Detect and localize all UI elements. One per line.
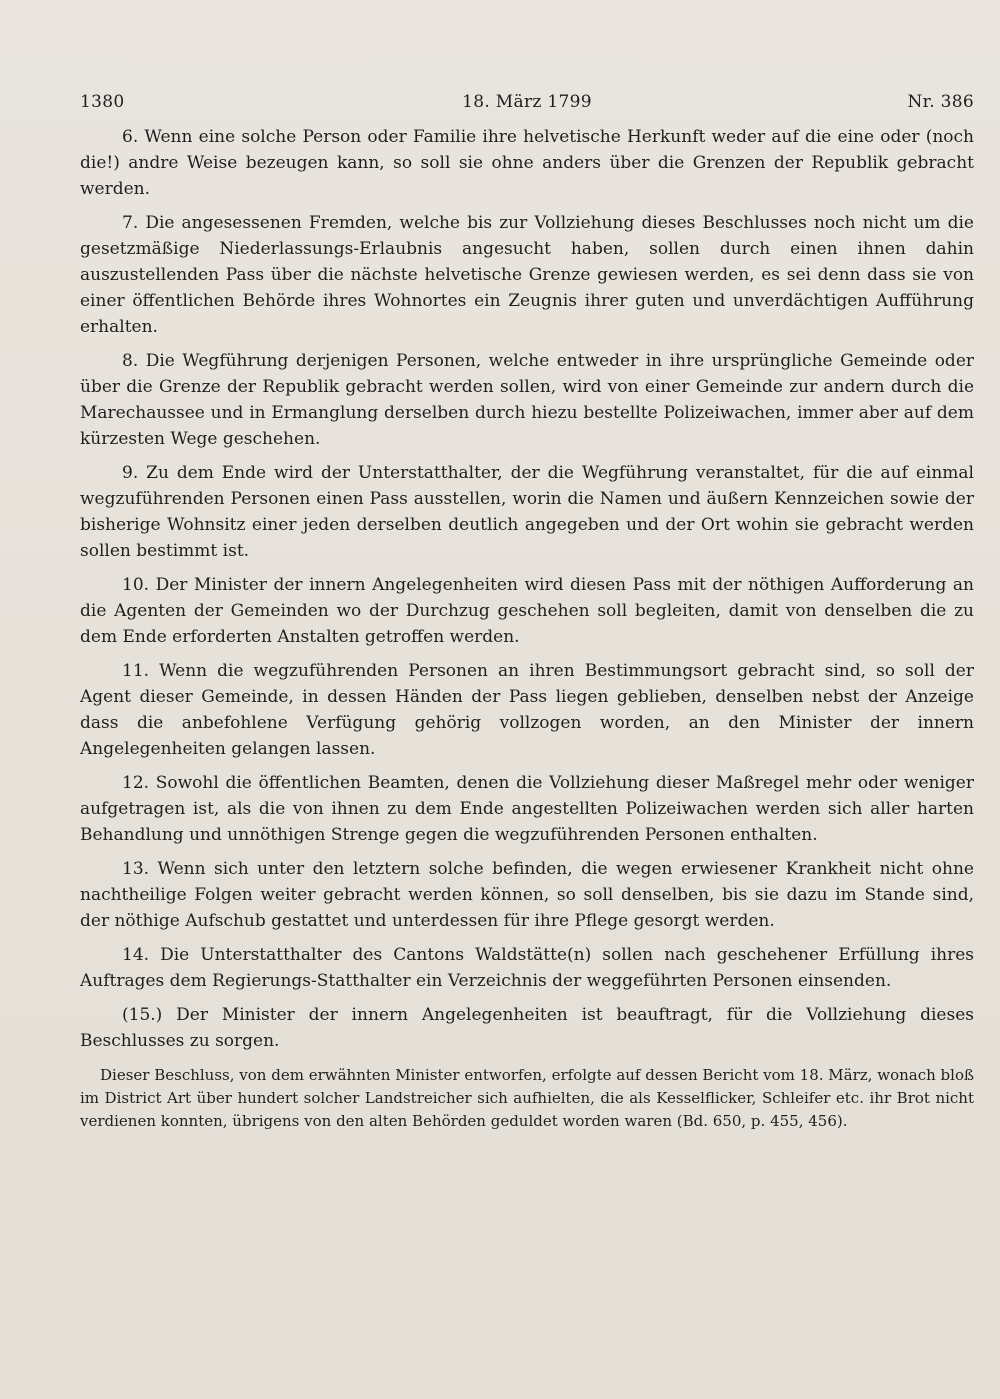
paragraph-10: 10. Der Minister der innern Angelegenheiten wird diesen Pass mit der nöthigen Aufforderung an die Agenten der Gemeinden wo der Durchzug geschehen soll begleiten, damit von denselben die zu dem Ende erforderten Anstalten getroffen werden. — [80, 575, 974, 647]
paragraph-13: 13. Wenn sich unter den letztern solche befinden, die wegen erwiesener Krankheit nicht ohne nachtheilige Folgen weiter gebracht werden können, so soll denselben, bis sie dazu im Stande sind, der nöthige Aufschub gestattet und unterdessen für ihre Pflege gesorgt werden. — [80, 859, 974, 931]
paragraph-12: 12. Sowohl die öffentlichen Beamten, denen die Vollziehung dieser Maßregel mehr oder weniger aufgetragen ist, als die von ihnen zu dem Ende angestellten Polizeiwachen werden sich aller harten Behandlung und unnöthigen Strenge gegen die wegzuführenden Personen enthalten. — [80, 773, 974, 845]
paragraph-8: 8. Die Wegführung derjenigen Personen, welche entweder in ihre ursprüngliche Gemeinde oder über die Grenze der Republik gebracht werden sollen, wird von einer Gemeinde zur andern durch die Marechaussee und in Ermanglung derselben durch hiezu bestellte Polizeiwachen, immer aber auf dem kürzesten Wege geschehen. — [80, 351, 974, 449]
paragraph-15: (15.) Der Minister der innern Angelegenheiten ist beauftragt, für die Vollziehung dieses Beschlusses zu sorgen. — [80, 1005, 974, 1051]
paragraph-11: 11. Wenn die wegzuführenden Personen an ihren Bestimmungsort gebracht sind, so soll der Agent dieser Gemeinde, in dessen Händen der Pass liegen geblieben, denselben nebst der Anzeige dass die anbefohlene Verfügung gehörig vollzogen worden, an den Minister der innern Angelegenheiten gelangen lassen. — [80, 661, 974, 759]
paragraph-6: 6. Wenn eine solche Person oder Familie ihre helvetische Herkunft weder auf die eine oder (noch die!) andre Weise bezeugen kann, so soll sie ohne anders über die Grenzen der Republik gebracht werden. — [80, 127, 974, 199]
paragraph-7: 7. Die angesessenen Fremden, welche bis zur Vollziehung dieses Beschlusses noch nicht um die gesetzmäßige Niederlassungs-Erlaubnis angesucht haben, sollen durch einen ihnen dahin auszustellenden Pass über die nächste helvetische Grenze gewiesen werden, es sei denn dass sie von einer öffentlichen Behörde ihres Wohnortes ein Zeugnis ihrer guten und unverdächtigen Aufführung erhalten. — [80, 213, 974, 337]
document-page — [80, 92, 974, 1148]
paragraph-9: 9. Zu dem Ende wird der Unterstatthalter, der die Wegführung veranstaltet, für die auf einmal wegzuführenden Personen einen Pass ausstellen, worin die Namen und äußern Kennzeichen sowie der bisherige Wohnsitz einer jeden derselben deutlich angegeben und der Ort wohin sie gebracht werden sollen bestimmt ist. — [80, 463, 974, 561]
header-date: 18. März 1799 — [462, 92, 592, 112]
page-number: 1380 — [80, 92, 125, 112]
paragraph-14: 14. Die Unterstatthalter des Cantons Waldstätte(n) sollen nach geschehener Erfüllung ihres Auftrages dem Regierungs-Statthalter ein Verzeichnis der weggeführten Personen einsenden. — [80, 945, 974, 991]
running-head — [80, 92, 974, 118]
document-number: Nr. 386 — [907, 92, 974, 112]
editorial-note: Dieser Beschluss, von dem erwähnten Minister entworfen, erfolgte auf dessen Bericht vom 18. März, wonach bloß im District Art über hundert solcher Landstreicher sich aufhielten, die als Kesselflicker, Schleifer etc. ihr Brot nicht verdienen konnten, übrigens von den alten Behörden geduldet worden waren (Bd. 650, p. 455, 456). — [80, 1066, 974, 1130]
body-text — [80, 124, 974, 1054]
